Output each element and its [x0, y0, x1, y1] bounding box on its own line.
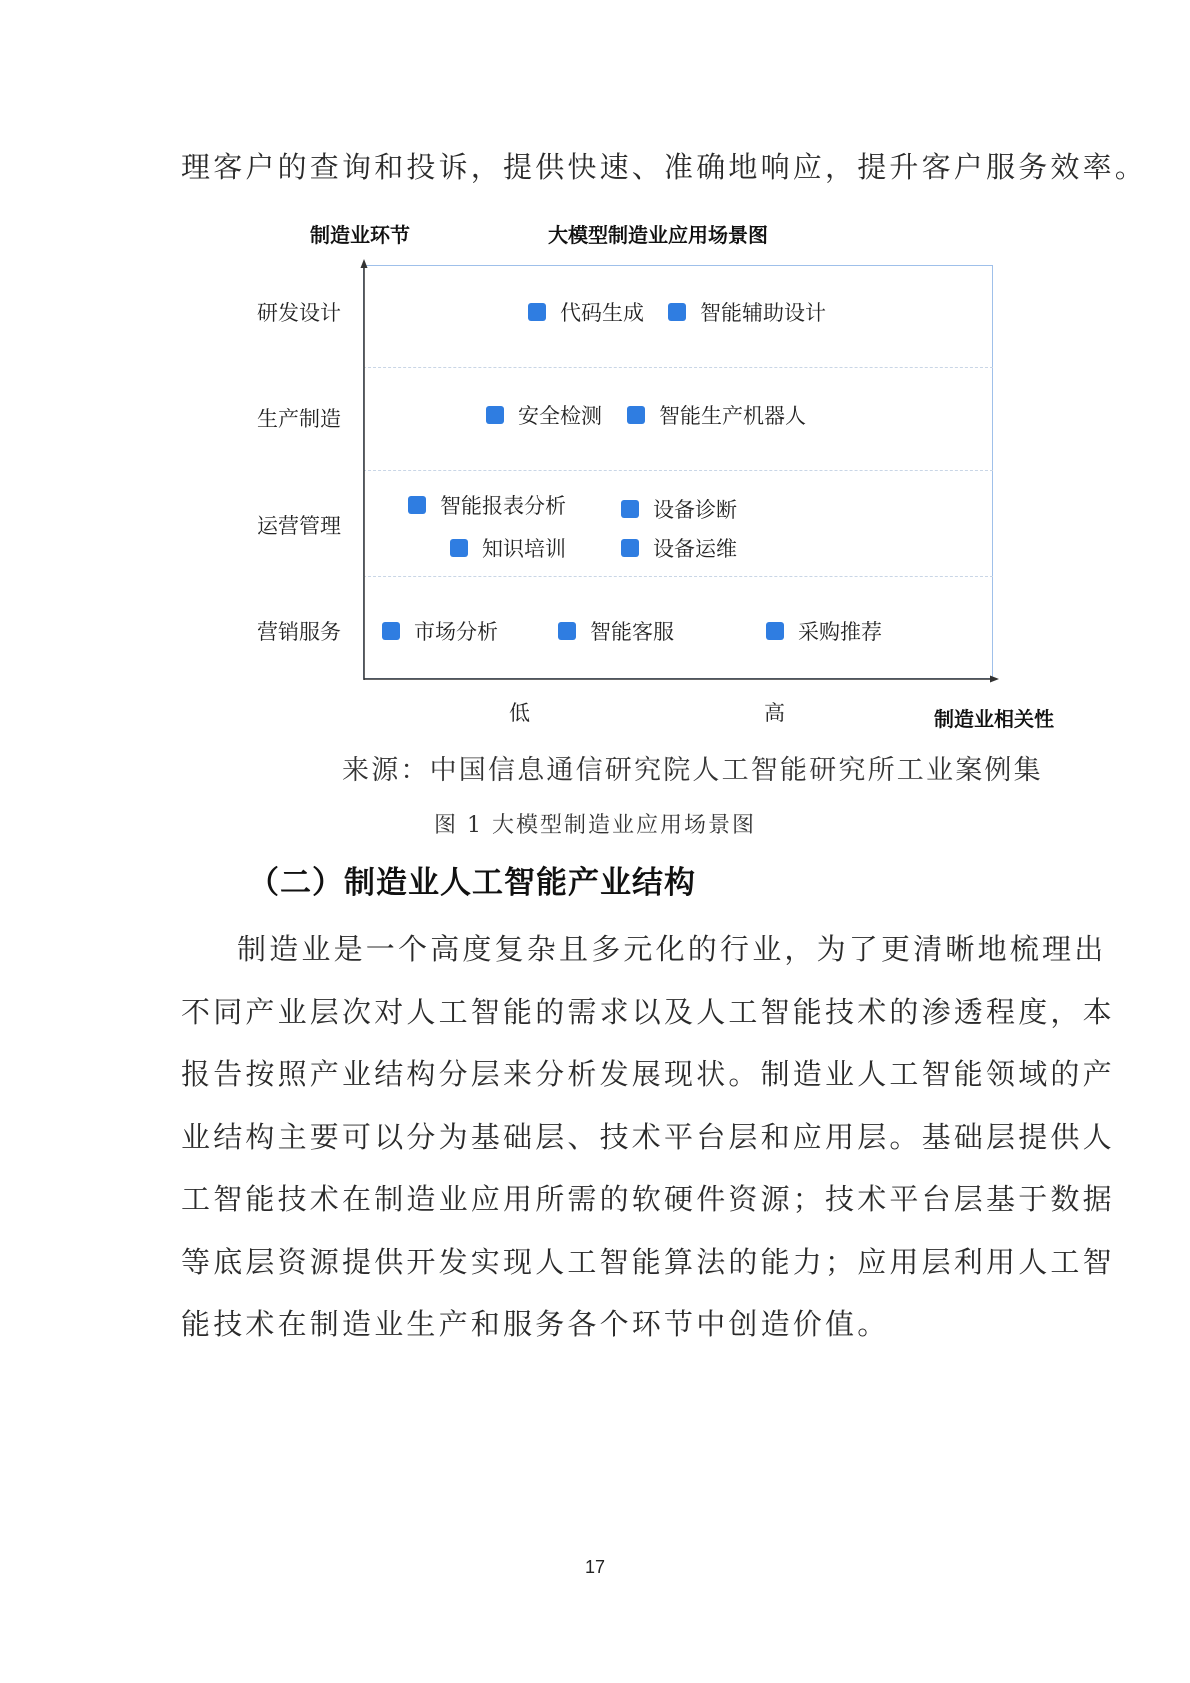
paragraph-line: 工智能技术在制造业应用所需的软硬件资源；技术平台层基于数据 [181, 1182, 1115, 1216]
data-point [621, 494, 737, 524]
data-point [621, 533, 737, 563]
point-marker [450, 539, 468, 557]
paragraph-line: 业结构主要可以分为基础层、技术平台层和应用层。基础层提供人 [181, 1120, 1115, 1154]
point-marker [486, 406, 504, 424]
data-point [668, 297, 826, 327]
point-marker [621, 539, 639, 557]
data-point [528, 297, 644, 327]
point-label: 市场分析 [414, 620, 498, 644]
point-marker [408, 496, 426, 514]
data-point [450, 533, 566, 563]
point-marker [382, 622, 400, 640]
data-point [766, 616, 882, 646]
paragraph-line: 制造业是一个高度复杂且多元化的行业，为了更清晰地梳理出 [237, 932, 1107, 966]
point-marker [528, 303, 546, 321]
point-label: 采购推荐 [798, 620, 882, 644]
section-heading: （二）制造业人工智能产业结构 [248, 865, 696, 901]
figure-source: 来源：中国信息通信研究院人工智能研究所工业案例集 [342, 755, 1043, 786]
point-label: 代码生成 [560, 301, 644, 325]
category-label: 运营管理 [257, 514, 341, 538]
point-label: 安全检测 [518, 404, 602, 428]
point-label: 智能生产机器人 [659, 404, 806, 428]
point-label: 设备运维 [653, 537, 737, 561]
page-number: 17 [584, 1557, 606, 1577]
point-marker [668, 303, 686, 321]
point-marker [558, 622, 576, 640]
chart-axes [0, 0, 1190, 720]
data-point [558, 616, 674, 646]
data-point [382, 616, 498, 646]
x-tick-high: 高 [764, 701, 785, 725]
point-marker [627, 406, 645, 424]
intro-line: 理客户的查询和投诉，提供快速、准确地响应，提升客户服务效率。 [181, 150, 1148, 184]
figure-caption: 图 1 大模型制造业应用场景图 [434, 813, 756, 838]
point-marker [621, 500, 639, 518]
point-label: 智能客服 [590, 620, 674, 644]
point-marker [766, 622, 784, 640]
data-point [486, 400, 602, 430]
chart-ylabel: 制造业环节 [310, 223, 410, 247]
data-point [408, 490, 566, 520]
chart-title: 大模型制造业应用场景图 [548, 223, 768, 247]
chart-xlabel: 制造业相关性 [934, 707, 1054, 731]
paragraph-line: 等底层资源提供开发实现人工智能算法的能力；应用层利用人工智 [181, 1245, 1115, 1279]
category-label: 研发设计 [257, 301, 341, 325]
paragraph-line: 能技术在制造业生产和服务各个环节中创造价值。 [181, 1307, 890, 1341]
data-point [627, 400, 806, 430]
paragraph-line: 报告按照产业结构分层来分析发展现状。制造业人工智能领域的产 [181, 1057, 1115, 1091]
y-axis-arrow [361, 259, 368, 268]
x-axis-arrow [990, 676, 999, 683]
point-label: 智能报表分析 [440, 494, 566, 518]
point-label: 设备诊断 [653, 498, 737, 522]
category-label: 生产制造 [257, 407, 341, 431]
x-tick-low: 低 [509, 701, 530, 725]
point-label: 知识培训 [482, 537, 566, 561]
category-label: 营销服务 [257, 620, 341, 644]
point-label: 智能辅助设计 [700, 301, 826, 325]
paragraph-line: 不同产业层次对人工智能的需求以及人工智能技术的渗透程度，本 [181, 995, 1115, 1029]
